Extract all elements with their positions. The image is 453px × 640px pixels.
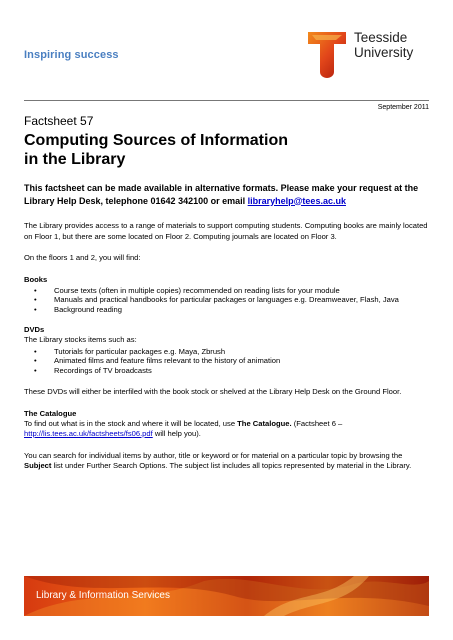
books-heading: Books	[24, 274, 48, 284]
logo-wordmark	[354, 30, 413, 60]
footer-label: Library & Information Services	[36, 590, 170, 601]
dvds-intro: The Library stocks items such as:	[24, 335, 137, 344]
dvds-list	[24, 347, 429, 376]
factsheet-number: Factsheet 57	[24, 114, 94, 128]
title-line-2: in the Library	[24, 151, 126, 168]
title-line-1: Computing Sources of Information	[24, 132, 288, 149]
help-email-link[interactable]: libraryhelp@tees.ac.uk	[247, 195, 346, 206]
list-item: • Tutorials for particular packages e.g. Maya, Zbrush	[54, 347, 429, 357]
floors-intro: On the floors 1 and 2, you will find:	[24, 253, 141, 262]
factsheet-6-link[interactable]: http://lis.tees.ac.uk/factsheets/fs06.pdf	[24, 429, 153, 438]
header-divider	[24, 100, 429, 101]
catalogue-text: To find out what is in the stock and where it will be located, use	[24, 418, 238, 428]
list-item: • Recordings of TV broadcasts	[54, 366, 429, 376]
dvds-note: These DVDs will either be interfiled with the book stock or shelved at the Library Help Desk on the Ground Floor.	[24, 387, 402, 396]
publication-date: September 2011	[377, 104, 429, 111]
factsheet-body	[24, 114, 429, 472]
dvds-heading: DVDs	[24, 325, 45, 334]
search-paragraph	[24, 451, 429, 472]
catalogue-text: (Factsheet 6 –	[291, 418, 343, 428]
tagline: Inspiring success	[24, 49, 119, 61]
list-item: • Animated films and feature films relevant to the history of animation	[54, 356, 429, 366]
alternative-formats-notice	[24, 182, 429, 207]
catalogue-bold: The Catalogue.	[237, 418, 292, 428]
search-bold: Subject	[24, 461, 52, 470]
catalogue-paragraph	[24, 419, 429, 440]
books-list	[24, 286, 429, 315]
search-text: list under Further Search Options. The subject list includes all topics represented by material in the Library.	[51, 461, 412, 470]
logo-line-1: Teesside	[354, 30, 408, 45]
list-item: • Manuals and practical handbooks for particular packages or languages e.g. Dreamweaver, Flash, Java	[54, 295, 429, 305]
search-text: You can search for individual items by author, title or keyword or for material on a particular topic by browsing the	[24, 450, 403, 460]
page-title	[24, 131, 429, 169]
catalogue-text: will help you).	[152, 429, 201, 438]
footer-banner	[24, 576, 429, 616]
catalogue-heading: The Catalogue	[24, 408, 77, 418]
logo-line-2: University	[354, 45, 414, 60]
intro-paragraph: The Library provides access to a range of materials to support computing students. Computing books are mainly located on Floor 1, but there are some located on Floor 2. Computing journals are located on Floor 3.	[24, 221, 428, 241]
list-item: • Background reading	[54, 305, 429, 315]
alt-formats-text: This factsheet can be made available in alternative formats. Please make your request at the Library Help Desk, telephone 01642 342100 or email	[24, 183, 419, 206]
list-item: • Course texts (often in multiple copies) recommended on reading lists for your module	[54, 286, 429, 296]
